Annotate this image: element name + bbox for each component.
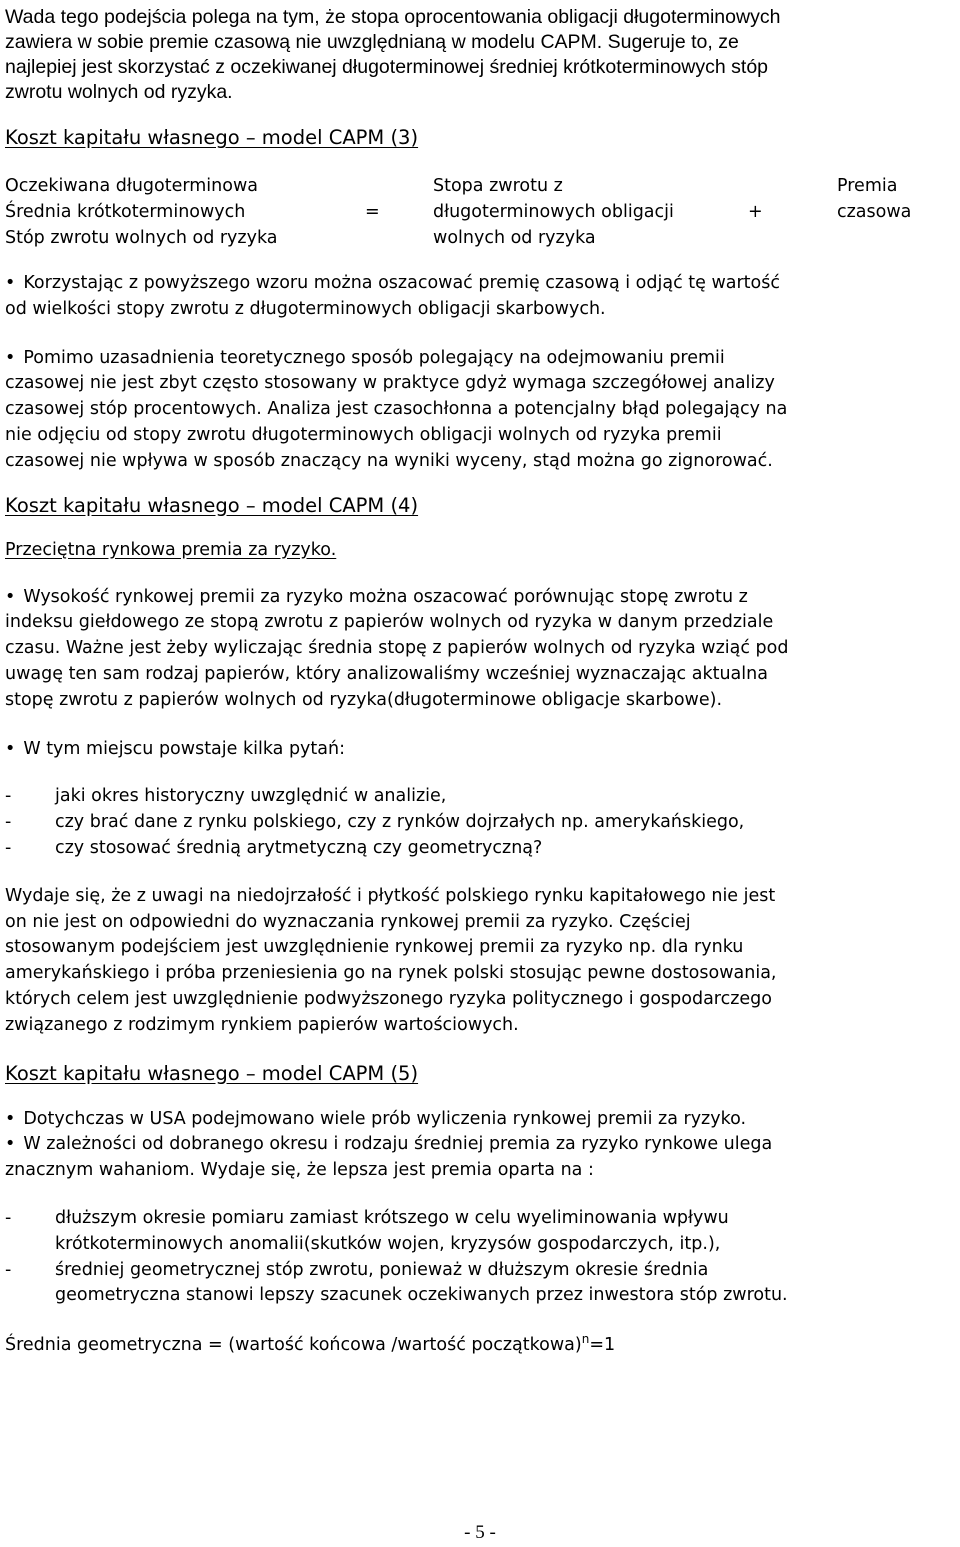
document-page xyxy=(5,0,953,1359)
intro-paragraph: Wada tego podejścia polega na tym, że stopa oprocentowania obligacji długoterminowych zawiera w sobie premie czasową nie uwzględnianą w modelu CAPM. Sugeruje to, ze najlepiej jest skorzystać z oczekiwanej długoterminowej średniej krótkoterminowych stóp zwrotu wolnych od ryzyka. xyxy=(5,6,781,103)
formula-right-top: Premia xyxy=(837,176,898,196)
heading-capm-4: Koszt kapitału własnego – model CAPM (4) xyxy=(5,493,419,517)
heading-capm-3: Koszt kapitału własnego – model CAPM (3) xyxy=(5,126,419,149)
formula-left-term: Oczekiwana długoterminowa Średnia krótkoterminowych Stóp zwrotu wolnych od ryzyka xyxy=(5,176,278,248)
heading-capm-5: Koszt kapitału własnego – model CAPM (5) xyxy=(5,1061,419,1085)
list-item: - czy stosować średnią arytmetyczną czy geometryczną? xyxy=(5,837,543,858)
bullet-period-dependence: • W zależności od dobranego okresu i rodzaju średniej premia za ryzyko rynkowe ulega znacznym wahaniom. Wydaje się, że lepsza jest premia oparta na : xyxy=(5,1132,953,1184)
list-item: - dłuższym okresie pomiaru zamiast krótszego w celu wyeliminowania wpływu krótkoterminowych anomalii(skutków wojen, kryzysów gospodarczych, itp.), xyxy=(5,1207,729,1254)
formula-time-premium xyxy=(5,173,953,251)
formula-equals: = xyxy=(365,202,380,222)
list-item: - czy brać dane z rynku polskiego, czy z rynków dojrzałych np. amerykańskiego, xyxy=(5,812,745,833)
subheading-market-premium: Przeciętna rynkowa premia za ryzyko. xyxy=(5,539,337,560)
questions-list xyxy=(5,784,953,861)
bullet-usa-attempts: • Dotychczas w USA podejmowano wiele prób wyliczenia rynkowej premii za ryzyko. xyxy=(5,1107,953,1133)
formula-right-bottom: czasowa xyxy=(837,202,912,222)
formula-plus: + xyxy=(748,202,763,222)
bullet-time-premium-practice: • Pomimo uzasadnienia teoretycznego sposób polegający na odejmowaniu premii czasowej nie jest zbyt często stosowany w praktyce gdyż wymaga szczegółowej analizy czasowej stóp procentowych. Analiza jest czasochłonna a potencjalny błąd polegający na nie odjęciu od stopy zwrotu długoterminowych obligacji wolnych od ryzyka premii czasowej nie wpływa w sposób znaczący na wyniki wyceny, stąd można go zignorować. xyxy=(5,346,953,475)
bullet-questions-intro: • W tym miejscu powstaje kilka pytań: xyxy=(5,737,953,763)
bullet-time-premium-estimate: • Korzystając z powyższego wzoru można oszacować premię czasową i odjąć tę wartość od wielkości stopy zwrotu z długoterminowych obligacji skarbowych. xyxy=(5,271,953,323)
list-item: - jaki okres historyczny uwzględnić w analizie, xyxy=(5,786,447,807)
bullet-market-premium-estimate: • Wysokość rynkowej premii za ryzyko można oszacować porównując stopę zwrotu z indeksu giełdowego ze stopą zwrotu z papierów wolnych od ryzyka w danym przedziale czasu. Ważne jest żeby wyliczając średnia stopę z papierów wolnych od ryzyka wziąć pod uwagę ten sam rodzaj papierów, który analizowaliśmy wcześniej wyznaczając aktualna stopę zwrotu z papierów wolnych od ryzyka(długoterminowe obligacje skarbowe). xyxy=(5,585,953,714)
formula-exponent: n xyxy=(581,1332,590,1347)
paragraph-polish-market: Wydaje się, że z uwagi na niedojrzałość i płytkość polskiego rynku kapitałowego nie jest on nie jest on odpowiedni do wyznaczania rynkowej premii za ryzyko. Częściej stosowanym podejściem jest uwzględnienie rynkowej premii za ryzyko np. dla rynku amerykańskiego i próba przeniesienia go na rynek polski stosując pewne dostosowania, których celem jest uwzględnienie podwyższonego ryzyka politycznego i gospodarczego związanego z rodzimym rynkiem papierów wartościowych. xyxy=(5,885,777,1035)
page-number: - 5 - xyxy=(464,1522,496,1543)
premium-basis-list xyxy=(5,1206,953,1309)
formula-geometric-mean: Średnia geometryczna = (wartość końcowa /wartość początkowa)$^n$=1 xyxy=(5,1332,616,1356)
formula-middle-term: Stopa zwrotu z długoterminowych obligacji wolnych od ryzyka xyxy=(433,176,674,248)
list-item: - średniej geometrycznej stóp zwrotu, ponieważ w dłuższym okresie średnia geometryczna stanowi lepszy szacunek oczekiwanych przez inwestora stóp zwrotu. xyxy=(5,1259,788,1306)
